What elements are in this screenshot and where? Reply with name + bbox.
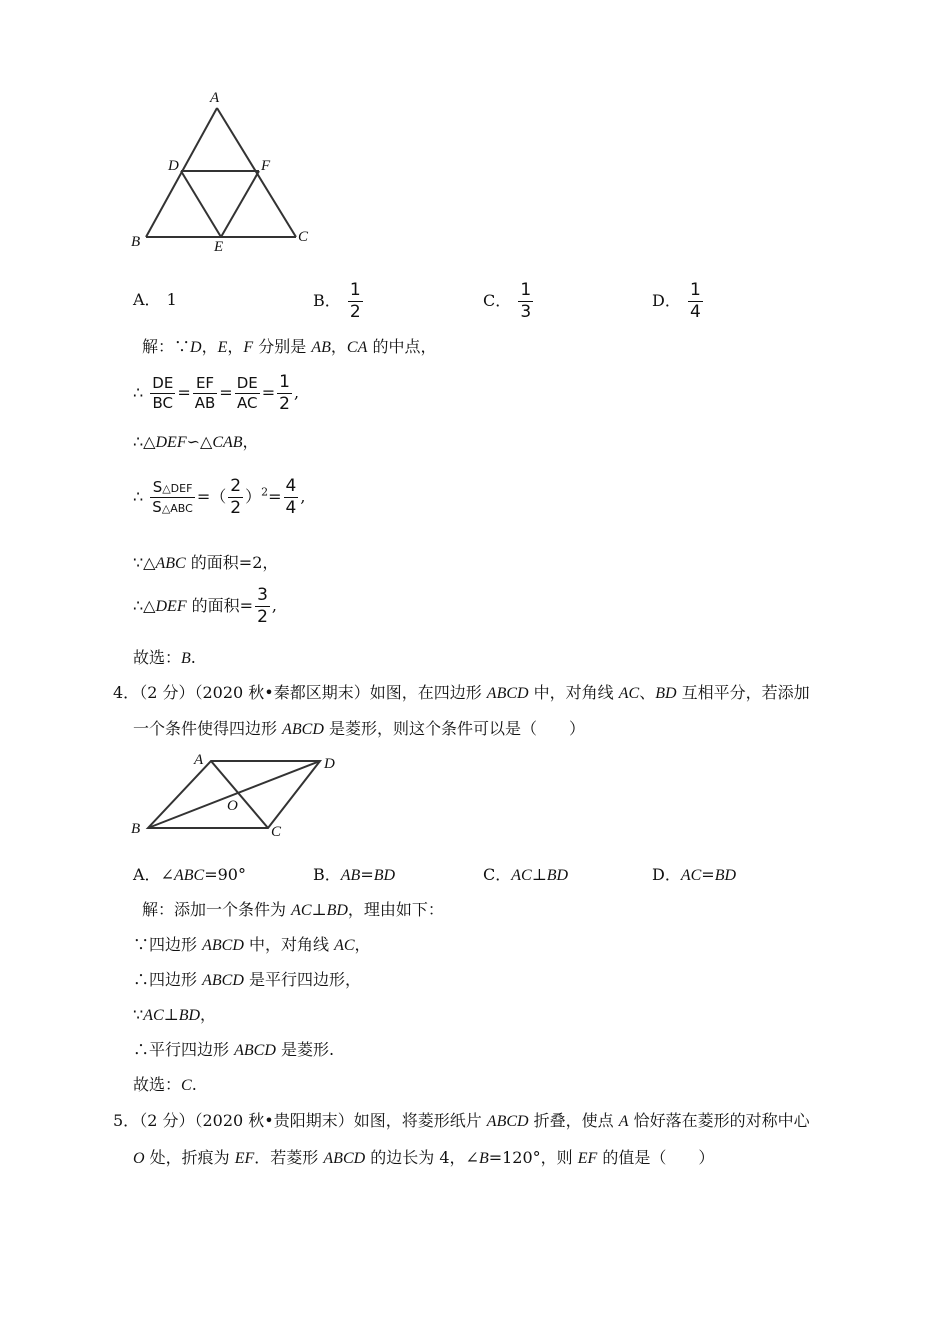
label-o: O (227, 798, 238, 814)
q3-solution-line-5: ∵△ABC 的面积=2， (133, 553, 279, 572)
q4-solution-line-3: ∴四边形 ABCD 是平行四边形， (133, 970, 361, 989)
label-a: A (194, 752, 204, 768)
label-b: B (131, 234, 141, 250)
q4-option-c: C．AC⊥BD (483, 865, 569, 884)
triangle-figure (120, 85, 330, 255)
label-f: F (261, 158, 271, 174)
q4-solution-line-2: ∵四边形 ABCD 中，对角线 AC， (133, 935, 371, 954)
label-d: D (168, 158, 179, 174)
q5-question-line-1: 5．（2 分）（2020 秋•贵阳期末）如图，将菱形纸片 ABCD 折叠，使点 A 恰好落在菱形的对称中心 (113, 1111, 810, 1130)
q4-solution-line-1: 解：添加一个条件为 AC⊥BD，理由如下： (142, 900, 444, 919)
q3-solution-line-3: ∴△DEF∽△CAB， (133, 432, 259, 451)
q4-option-a: A．∠ABC=90° (133, 865, 246, 884)
q4-solution-line-6: 故选：C. (133, 1075, 197, 1094)
label-e: E (214, 239, 224, 255)
q3-option-c: C． $\frac{1}{3}$ (483, 280, 532, 322)
q3-option-d: D． $\frac{1}{4}$ (652, 280, 701, 322)
q3-solution-line-6: ∴△DEF 的面积= $\frac{3}{2}$ , (133, 585, 278, 627)
q4-question-line-2: 一个条件使得四边形 ABCD 是菱形，则这个条件可以是（ ） (133, 719, 585, 738)
q5-question-line-2: O 处，折痕为 EF．若菱形 ABCD 的边长为 4，∠B=120°，则 EF 的值是（ ） (133, 1148, 715, 1167)
q4-option-b: B．AB=BD (313, 865, 396, 884)
label-c: C (271, 824, 282, 840)
q3-solution-line-1: 解：∵D，E，F 分别是 AB，CA 的中点， (142, 337, 437, 356)
parallelogram-figure (125, 748, 355, 843)
q4-option-d: D．AC=BD (652, 865, 737, 884)
q4-solution-line-4: ∵AC⊥BD， (133, 1005, 217, 1024)
label-c: C (298, 229, 309, 245)
q3-option-a: A． 1 (133, 290, 177, 309)
q4-question-line-1: 4．（2 分）（2020 秋•秦都区期末）如图，在四边形 ABCD 中，对角线 AC、BD 互相平分，若添加 (113, 683, 810, 702)
label-a: A (210, 90, 220, 106)
q3-solution-line-7: 故选：B. (133, 648, 196, 667)
q3-solution-line-4: ∴ $\frac{\text{S△DEF}}{\text{S△ABC}}$ =（ $\frac{2}{2}$ ）$^2$= $\frac{4}{4}$ , (133, 476, 306, 518)
label-d: D (324, 756, 335, 772)
q3-option-b: B． $\frac{1}{2}$ (313, 280, 361, 322)
label-b: B (131, 821, 141, 837)
q4-solution-line-5: ∴平行四边形 ABCD 是菱形. (133, 1040, 335, 1059)
q3-solution-line-2: ∴ $\frac{DE}{BC}$ = $\frac{EF}{AB}$ = $\frac{DE}{AC}$ = $\frac{1}{2}$ , (133, 372, 300, 414)
